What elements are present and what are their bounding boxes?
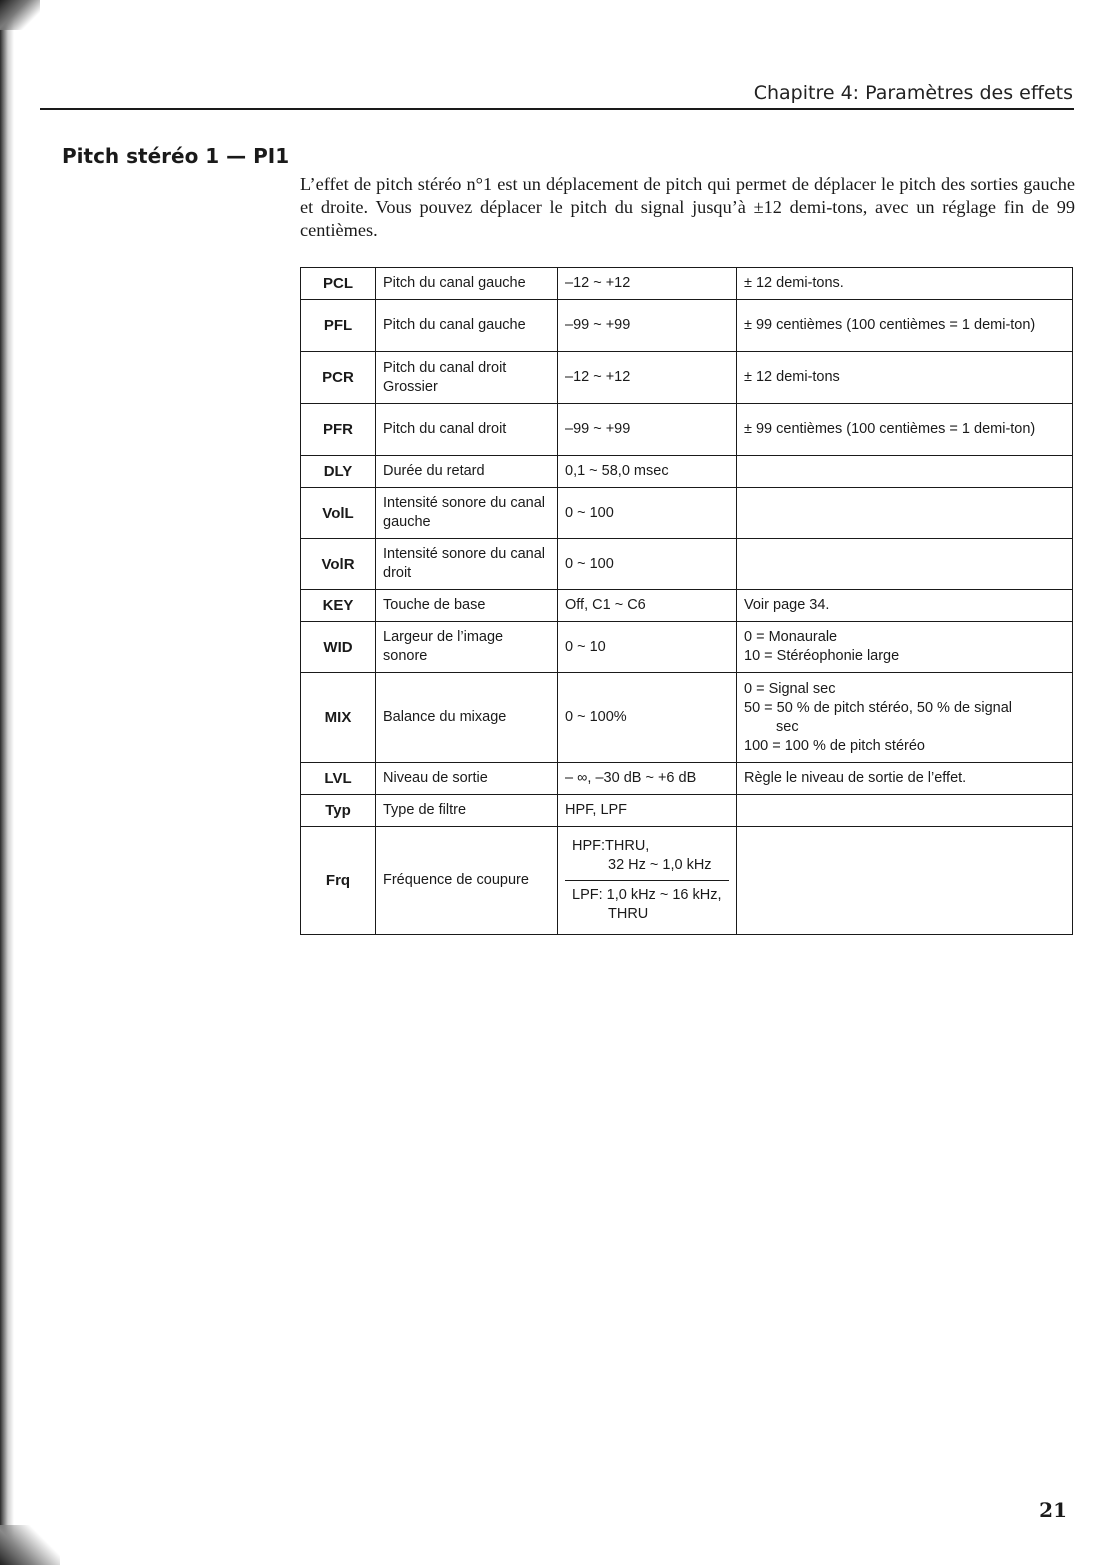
param-notes: [737, 300, 1073, 352]
table-row-key: [301, 590, 1073, 622]
param-range: – ∞, –30 dB ~ +6 dB: [558, 763, 737, 795]
param-name: Pitch du canal gauche: [376, 300, 558, 352]
param-name: Pitch du canal droit Grossier: [376, 352, 558, 404]
scan-shadow-left: [0, 0, 14, 1565]
lpf-range-line1: LPF: 1,0 kHz ~ 16 kHz,: [572, 887, 722, 903]
param-range: Off, C1 ~ C6: [558, 590, 737, 622]
param-notes: [737, 488, 1073, 539]
param-notes: [737, 673, 1073, 763]
param-range: 0,1 ~ 58,0 msec: [558, 456, 737, 488]
lpf-range-line2: THRU: [608, 906, 649, 922]
hpf-range-line1: HPF:THRU,: [572, 838, 650, 854]
param-name: Fréquence de coupure: [376, 827, 558, 935]
table-row-frq: [301, 827, 1073, 935]
header-rule: [40, 108, 1074, 110]
param-range: HPF, LPF: [558, 795, 737, 827]
param-name: Pitch du canal gauche: [376, 268, 558, 300]
param-notes: [737, 590, 1073, 622]
table-row-wid: [301, 622, 1073, 673]
param-code: VolR: [301, 539, 376, 590]
param-notes: [737, 622, 1073, 673]
param-code: PFL: [301, 300, 376, 352]
param-notes: [737, 827, 1073, 935]
note-line: ± 99 centièmes (100 centièmes = 1 demi-ton): [744, 317, 1036, 333]
note-line: 0 = Monaurale: [744, 629, 838, 645]
note-line: 0 = Signal sec: [744, 680, 836, 697]
scan-shadow-bottom: [0, 1525, 60, 1565]
parameter-table: [300, 267, 1073, 935]
param-name: Type de filtre: [376, 795, 558, 827]
note-line: sec: [776, 718, 799, 735]
hpf-range: [565, 832, 729, 880]
note-line: Voir page 34.: [744, 597, 830, 613]
param-name: Niveau de sortie: [376, 763, 558, 795]
table-row-pcr: [301, 352, 1073, 404]
param-range: [558, 827, 737, 935]
table-row-pfr: [301, 404, 1073, 456]
param-range: –12 ~ +12: [558, 268, 737, 300]
table-row-typ: [301, 795, 1073, 827]
param-notes: [737, 268, 1073, 300]
param-name: Intensité sonore du canal droit: [376, 539, 558, 590]
param-code: Typ: [301, 795, 376, 827]
hpf-range-line2: 32 Hz ~ 1,0 kHz: [608, 857, 712, 873]
page-number: 21: [1039, 1498, 1067, 1522]
param-notes: [737, 795, 1073, 827]
param-name: Balance du mixage: [376, 673, 558, 763]
table-row-lvl: [301, 763, 1073, 795]
param-range: 0 ~ 10: [558, 622, 737, 673]
lpf-range: [565, 880, 729, 929]
note-line: 10 = Stéréophonie large: [744, 648, 900, 664]
param-code: PCR: [301, 352, 376, 404]
param-range: 0 ~ 100: [558, 539, 737, 590]
param-range: –12 ~ +12: [558, 352, 737, 404]
param-range: 0 ~ 100: [558, 488, 737, 539]
section-title: Pitch stéréo 1 — PI1: [62, 144, 290, 168]
param-range: 0 ~ 100%: [558, 673, 737, 763]
param-notes: [737, 763, 1073, 795]
param-code: VolL: [301, 488, 376, 539]
table-row-volr: [301, 539, 1073, 590]
note-line: Règle le niveau de sortie de l’effet.: [744, 770, 967, 786]
param-name: Largeur de l’image sonore: [376, 622, 558, 673]
note-line: 100 = 100 % de pitch stéréo: [744, 737, 925, 754]
param-notes: [737, 456, 1073, 488]
param-code: DLY: [301, 456, 376, 488]
note-line: 50 = 50 % de pitch stéréo, 50 % de signal: [744, 699, 1013, 716]
parameter-rows: [301, 268, 1073, 827]
param-code: LVL: [301, 763, 376, 795]
param-notes: [737, 404, 1073, 456]
intro-paragraph: L’effet de pitch stéréo n°1 est un déplacement de pitch qui permet de déplacer le pitch des sorties gauche et droite. Vous pouvez déplacer le pitch du signal jusqu’à ±12 demi-tons, avec un réglage fin de 99 centièmes.: [300, 174, 1075, 240]
param-name: Durée du retard: [376, 456, 558, 488]
param-range: –99 ~ +99: [558, 404, 737, 456]
param-notes: [737, 539, 1073, 590]
param-notes: [737, 352, 1073, 404]
note-line: ± 12 demi-tons.: [744, 275, 844, 291]
param-code: MIX: [301, 673, 376, 763]
table-row-dly: [301, 456, 1073, 488]
param-name: Touche de base: [376, 590, 558, 622]
table-row-mix: [301, 673, 1073, 763]
param-code: Frq: [301, 827, 376, 935]
note-line: ± 99 centièmes (100 centièmes = 1 demi-ton): [744, 421, 1036, 437]
note-line: ± 12 demi-tons: [744, 369, 840, 385]
scan-shadow-corner: [0, 0, 40, 30]
chapter-header: Chapitre 4: Paramètres des effets: [753, 82, 1073, 104]
param-code: KEY: [301, 590, 376, 622]
param-code: PCL: [301, 268, 376, 300]
table-row-voll: [301, 488, 1073, 539]
table-row-pcl: [301, 268, 1073, 300]
param-name: Pitch du canal droit: [376, 404, 558, 456]
param-code: WID: [301, 622, 376, 673]
param-name: Intensité sonore du canal gauche: [376, 488, 558, 539]
param-range: –99 ~ +99: [558, 300, 737, 352]
param-code: PFR: [301, 404, 376, 456]
table-row-pfl: [301, 300, 1073, 352]
